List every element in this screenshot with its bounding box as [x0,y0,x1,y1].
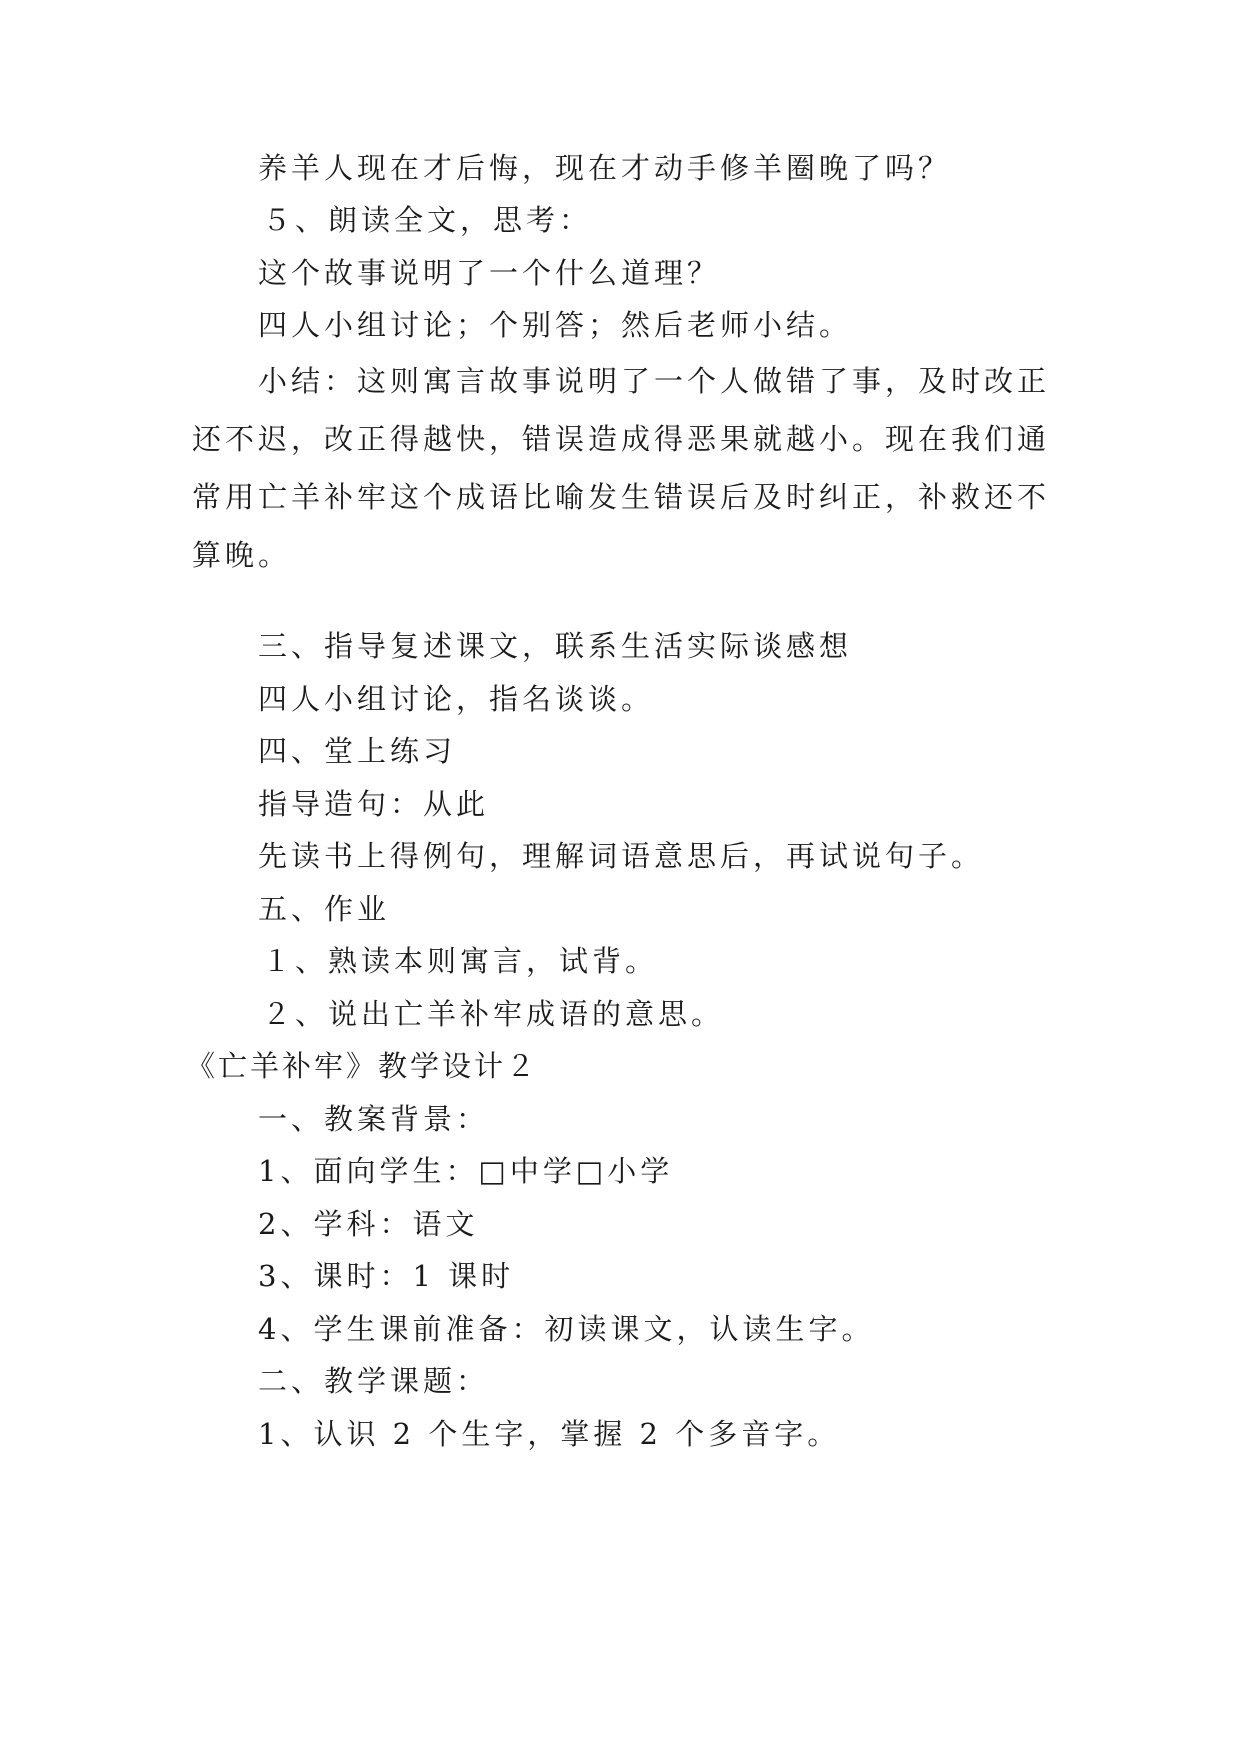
text-line: 3、课时：1 课时 [258,1259,515,1293]
summary-paragraph [192,352,1052,584]
section-heading: 二、教学课题： [258,1364,490,1398]
paragraph-line: 算晚。 [192,538,292,572]
text-line: 4、学生课前准备：初读课文，认读生字。 [258,1312,875,1346]
text-line: ５、朗读全文，思考： [262,203,593,237]
text-line: ２、说出亡羊补牢成语的意思。 [262,997,725,1031]
text-line: １、熟读本则寓言，试背。 [262,944,659,978]
text-line: 先读书上得例句，理解词语意思后，再试说句子。 [258,839,985,873]
text-line: 四人小组讨论，指名谈谈。 [258,682,655,716]
section-heading: 一、教案背景： [258,1102,490,1136]
paragraph-line: 还不迟，改正得越快，错误造成得恶果就越小。现在我们通 [192,422,1051,456]
text-line: 这个故事说明了一个什么道理？ [258,256,721,290]
document-section-title: 《亡羊补牢》教学设计２ [186,1049,539,1083]
text-line: 2、学科：语文 [258,1207,479,1241]
text-line: 1、面向学生：□中学□小学 [258,1154,674,1188]
section-heading: 四、堂上练习 [258,734,457,768]
paragraph-line: 常用亡羊补牢这个成语比喻发生错误后及时纠正，补救还不 [192,480,1051,514]
text-line: 养羊人现在才后悔，现在才动手修羊圈晚了吗？ [258,151,952,185]
paragraph-line: 小结：这则寓言故事说明了一个人做错了事，及时改正 [258,364,1051,398]
text-line: 1、认识 2 个生字，掌握 2 个多音字。 [258,1417,841,1451]
section-heading: 三、指导复述课文，联系生活实际谈感想 [258,629,853,663]
section-heading: 五、作业 [258,892,391,926]
text-line: 指导造句：从此 [258,787,490,821]
text-line: 四人小组讨论；个别答；然后老师小结。 [258,308,853,342]
